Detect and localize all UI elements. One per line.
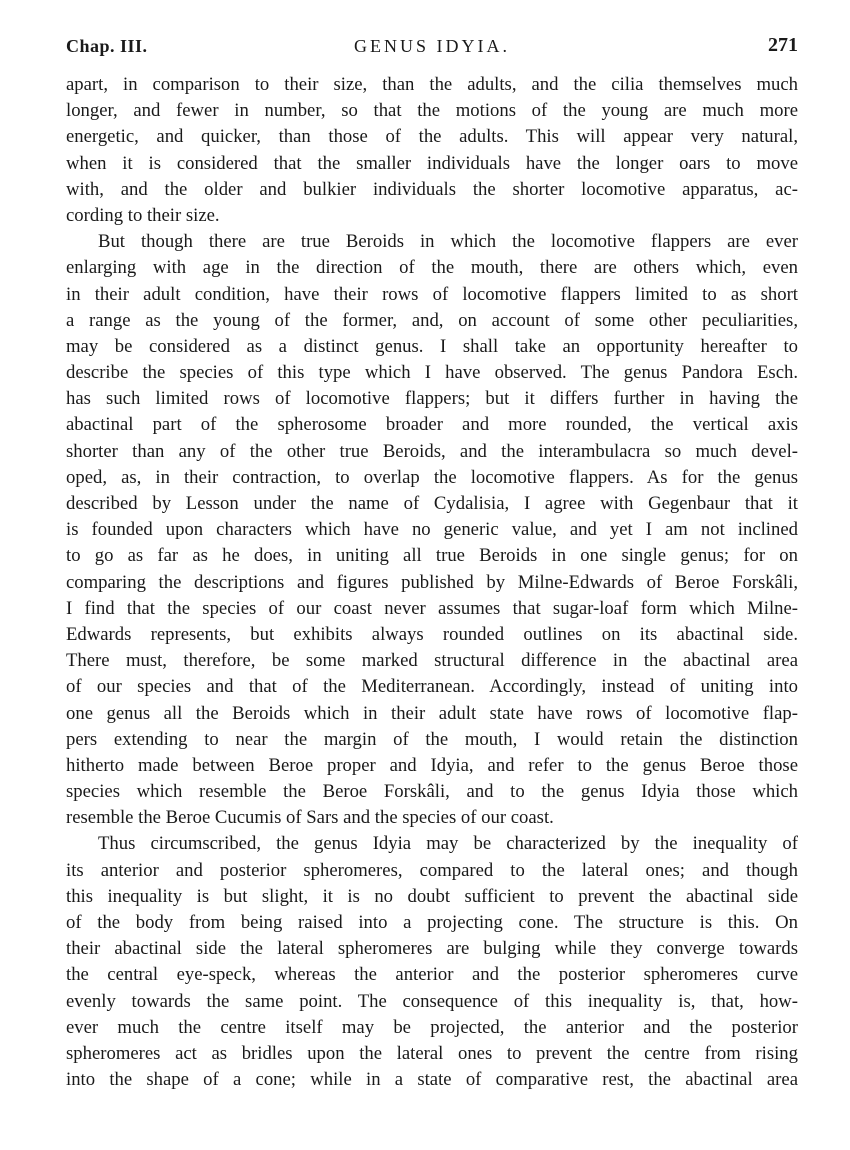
- chapter-label: Chap. III.: [66, 36, 148, 56]
- text-line: its anterior and posterior spheromeres, compared to the lateral ones; and though: [66, 859, 798, 881]
- text-line: shorter than any of the other true Beroids, and the interambulacra so much devel-: [66, 440, 798, 462]
- text-line: Thus circumscribed, the genus Idyia may be characterized by the inequality of: [98, 833, 798, 855]
- text-line: described by Lesson under the name of Cydalisia, I agree with Gegenbaur that it: [66, 493, 798, 514]
- text-line: comparing the descriptions and figures published by Milne-Edwards of Beroe Forskâli,: [66, 571, 798, 593]
- body-text: [66, 72, 798, 1093]
- page-number: 271: [768, 34, 798, 56]
- text-line: There must, therefore, be some marked structural difference in the abactinal area: [66, 650, 798, 672]
- text-line: when it is considered that the smaller individuals have the longer oars to move: [66, 152, 798, 174]
- text-line: energetic, and quicker, than those of the adults. This will appear very natural,: [66, 126, 798, 148]
- text-line: I find that the species of our coast never assumes that sugar-loaf form which Milne-: [66, 597, 798, 619]
- text-line: resemble the Beroe Cucumis of Sars and the species of our coast.: [66, 807, 554, 829]
- paragraph: [66, 72, 798, 229]
- text-line: a range as the young of the former, and, on account of some other peculiarities,: [66, 309, 798, 331]
- text-line: may be considered as a distinct genus. I shall take an opportunity hereafter to: [66, 335, 798, 357]
- text-line: is founded upon characters which have no generic value, and yet I am not inclined: [66, 519, 798, 541]
- text-line: in their adult condition, have their rows of locomotive flappers limited to as short: [66, 283, 798, 305]
- text-line: of the body from being raised into a projecting cone. The structure is this. On: [66, 912, 798, 933]
- text-line: to go as far as he does, in uniting all true Beroids in one single genus; for on: [66, 545, 798, 567]
- text-line: of our species and that of the Mediterranean. Accordingly, instead of uniting into: [66, 676, 798, 698]
- text-line: one genus all the Beroids which in their adult state have rows of locomotive flap-: [66, 702, 798, 724]
- text-line: hitherto made between Beroe proper and Idyia, and refer to the genus Beroe those: [66, 754, 798, 776]
- text-line: with, and the older and bulkier individuals the shorter locomotive apparatus, ac-: [66, 178, 798, 200]
- text-line: cording to their size.: [66, 204, 220, 226]
- text-line: ever much the centre itself may be projected, the anterior and the posterior: [66, 1016, 798, 1038]
- text-line: But though there are true Beroids in which the locomotive flappers are ever: [98, 231, 798, 253]
- text-line: longer, and fewer in number, so that the motions of the young are much more: [66, 100, 798, 122]
- running-head: [66, 30, 798, 64]
- text-line: species which resemble the Beroe Forskâli, and to the genus Idyia those which: [66, 781, 798, 803]
- text-line: the central eye-speck, whereas the anterior and the posterior spheromeres curve: [66, 964, 798, 986]
- text-line: evenly towards the same point. The consequence of this inequality is, that, how-: [66, 990, 798, 1012]
- page-title: GENUS IDYIA.: [354, 36, 510, 56]
- text-line: describe the species of this type which I have observed. The genus Pandora Esch.: [66, 362, 798, 384]
- book-page: [66, 30, 798, 1093]
- paragraph: [66, 229, 798, 831]
- text-line: spheromeres act as bridles upon the lateral ones to prevent the centre from rising: [66, 1042, 798, 1064]
- text-line: apart, in comparison to their size, than the adults, and the cilia themselves much: [66, 74, 798, 95]
- text-line: into the shape of a cone; while in a state of comparative rest, the abactinal area: [66, 1069, 798, 1091]
- text-line: abactinal part of the spherosome broader and more rounded, the vertical axis: [66, 414, 798, 436]
- text-line: their abactinal side the lateral spheromeres are bulging while they converge towards: [66, 938, 798, 960]
- text-line: enlarging with age in the direction of the mouth, there are others which, even: [66, 257, 798, 279]
- text-line: pers extending to near the margin of the mouth, I would retain the distinction: [66, 728, 798, 750]
- text-line: has such limited rows of locomotive flappers; but it differs further in having the: [66, 388, 798, 410]
- paragraph: [66, 831, 798, 1093]
- text-line: this inequality is but slight, it is no doubt sufficient to prevent the abactinal side: [66, 885, 798, 907]
- text-line: Edwards represents, but exhibits always rounded outlines on its abactinal side.: [66, 623, 798, 645]
- text-line: oped, as, in their contraction, to overlap the locomotive flappers. As for the genus: [66, 466, 798, 488]
